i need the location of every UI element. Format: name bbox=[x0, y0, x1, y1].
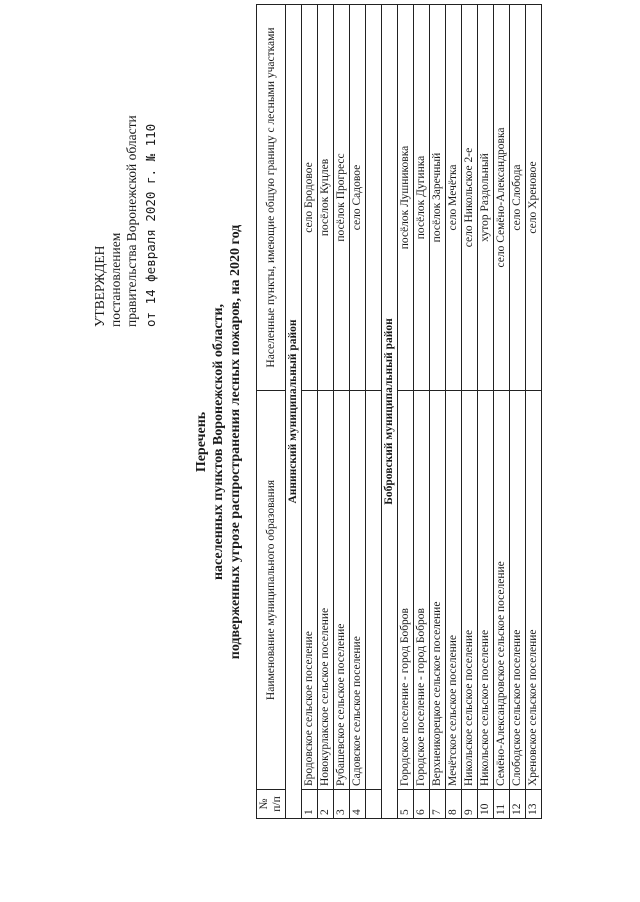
settlement-name: село Слобода bbox=[510, 5, 526, 391]
municipality-name: Никольское сельское поселение bbox=[462, 391, 478, 790]
table-row bbox=[510, 5, 526, 819]
settlement-name: посёлок Лушниковка bbox=[398, 5, 414, 391]
header-number: № п/п bbox=[257, 790, 286, 819]
district-name: Бобровский муниципальный район bbox=[382, 5, 398, 819]
settlement-name: село Бродовое bbox=[302, 5, 318, 391]
municipality-name: Хреновское сельское поселение bbox=[526, 391, 542, 790]
title-line: населенных пунктов Воронежской области, bbox=[211, 303, 226, 581]
settlement-name: посёлок Куцлев bbox=[318, 5, 334, 391]
municipality-name: Семёно-Александровское сельское поселение bbox=[494, 391, 510, 790]
table-row bbox=[302, 5, 318, 819]
settlement-name: посёлок Заречный bbox=[430, 5, 446, 391]
table-row bbox=[494, 5, 510, 819]
settlement-name: посёлок Прогресс bbox=[334, 5, 350, 391]
table-row bbox=[446, 5, 462, 819]
spacer-cell bbox=[366, 790, 382, 819]
document-title bbox=[193, 62, 244, 822]
approval-line: УТВЕРЖДЕН bbox=[92, 245, 107, 327]
header-settlements: Населенные пункты, имеющие общую границу с лесными участками bbox=[257, 5, 286, 391]
table-row bbox=[334, 5, 350, 819]
municipality-name: Слободское сельское поселение bbox=[510, 391, 526, 790]
municipality-name: Мечётское сельское поселение bbox=[446, 391, 462, 790]
table-row bbox=[430, 5, 446, 819]
row-number: 12 bbox=[510, 790, 526, 819]
municipality-name: Бродовское сельское поселение bbox=[302, 391, 318, 790]
table-row bbox=[526, 5, 542, 819]
row-number: 10 bbox=[478, 790, 494, 819]
settlement-name: село Семёно-Александровка bbox=[494, 5, 510, 391]
spacer-cell bbox=[366, 391, 382, 790]
table-row bbox=[350, 5, 366, 819]
table-row bbox=[318, 5, 334, 819]
settlement-name: село Садовое bbox=[350, 5, 366, 391]
municipality-name: Городское поселение - город Бобров bbox=[414, 391, 430, 790]
table-header-row bbox=[257, 5, 286, 819]
row-number: 3 bbox=[334, 790, 350, 819]
table-body bbox=[286, 5, 542, 819]
spacer-row bbox=[366, 5, 382, 819]
title-line: Перечень bbox=[194, 411, 209, 473]
municipality-name: Новокурлакское сельское поселение bbox=[318, 391, 334, 790]
approval-line: постановлением bbox=[108, 232, 123, 327]
district-name: Аннинский муниципальный район bbox=[286, 5, 302, 819]
row-number: 2 bbox=[318, 790, 334, 819]
table-row bbox=[398, 5, 414, 819]
settlement-name: село Никольское 2-е bbox=[462, 5, 478, 391]
approval-line: правительства Воронежской области bbox=[124, 115, 139, 327]
settlement-name: село Хреновое bbox=[526, 5, 542, 391]
approval-date: от 14 февраля 2020 г. № 110 bbox=[143, 123, 158, 327]
row-number: 11 bbox=[494, 790, 510, 819]
header-municipality: Наименование муниципального образования bbox=[257, 391, 286, 790]
table-row bbox=[478, 5, 494, 819]
municipality-name: Городское поселение - город Бобров bbox=[398, 391, 414, 790]
municipality-name: Рубашевское сельское поселение bbox=[334, 391, 350, 790]
district-row bbox=[382, 5, 398, 819]
municipality-name: Верхнеикорецкое сельское поселение bbox=[430, 391, 446, 790]
table-row bbox=[414, 5, 430, 819]
municipality-name: Садовское сельское поселение bbox=[350, 391, 366, 790]
row-number: 6 bbox=[414, 790, 430, 819]
row-number: 1 bbox=[302, 790, 318, 819]
settlement-name: посёлок Дугинка bbox=[414, 5, 430, 391]
spacer-cell bbox=[366, 5, 382, 391]
settlements-table bbox=[256, 4, 542, 819]
district-row bbox=[286, 5, 302, 819]
table-row bbox=[462, 5, 478, 819]
settlement-name: село Мечётка bbox=[446, 5, 462, 391]
title-line: подверженных угрозе распространения лесных пожаров, на 2020 год bbox=[228, 224, 243, 660]
row-number: 8 bbox=[446, 790, 462, 819]
row-number: 9 bbox=[462, 790, 478, 819]
row-number: 13 bbox=[526, 790, 542, 819]
approval-stamp bbox=[92, 22, 159, 327]
row-number: 7 bbox=[430, 790, 446, 819]
settlement-name: хутор Раздольный bbox=[478, 5, 494, 391]
row-number: 4 bbox=[350, 790, 366, 819]
municipality-name: Никольское сельское поселение bbox=[478, 391, 494, 790]
row-number: 5 bbox=[398, 790, 414, 819]
